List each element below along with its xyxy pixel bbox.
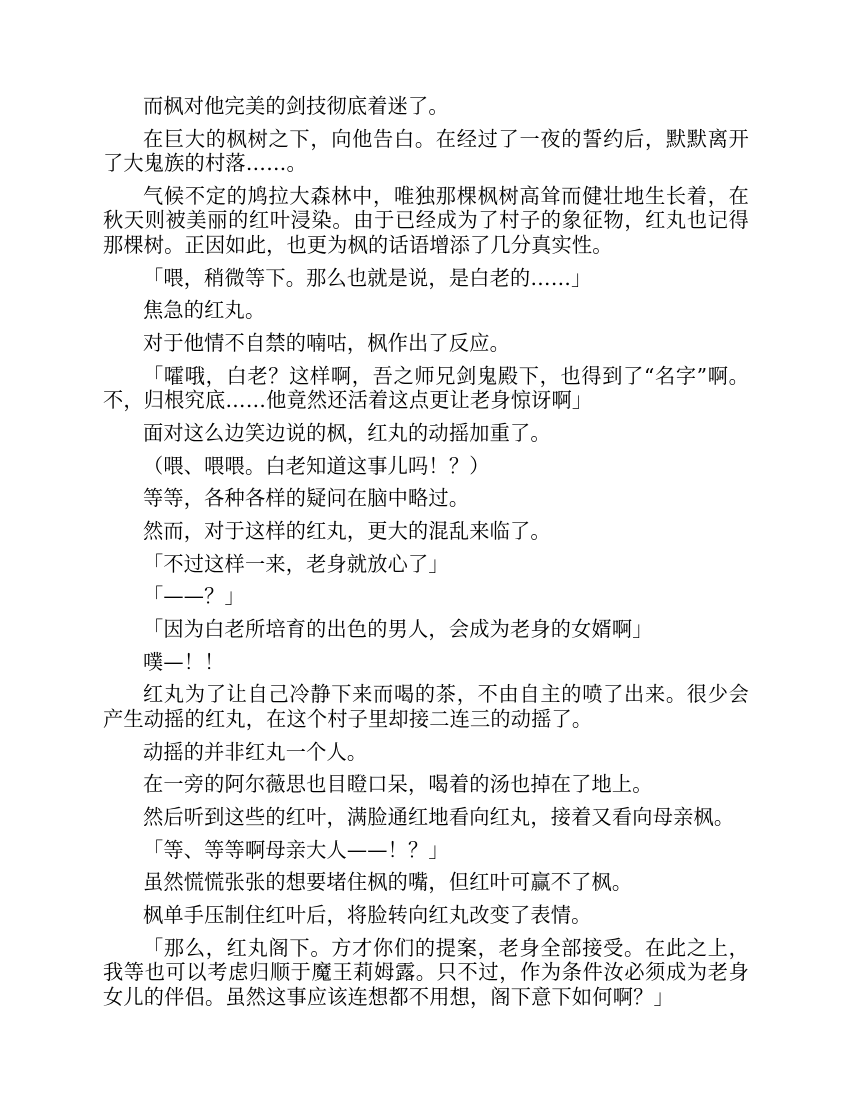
- paragraph: 面对这么边笑边说的枫，红丸的动摇加重了。: [143, 420, 551, 445]
- dialogue-line: 「不过这样一来，老身就放心了」: [143, 551, 449, 576]
- dialogue-line: 「那么，红丸阁下。方才你们的提案，老身全部接受。在此之上，我等也可以考虑归顺于魔王莉姆露。只不过，作为条件汝必须成为老身女儿的伴侣。虽然这事应该连想都不用想，阁下意下如何啊？」: [103, 935, 749, 1009]
- paragraph: 枫单手压制住红叶后，将脸转向红丸改变了表情。: [143, 902, 592, 927]
- paragraph: 然后听到这些的红叶，满脸通红地看向红丸，接着又看向母亲枫。: [143, 804, 735, 829]
- paragraph: 动摇的并非红丸一个人。: [143, 739, 368, 764]
- inner-thought-line: （喂、喂喂。白老知道这事儿吗！？）: [143, 453, 490, 478]
- paragraph: 红丸为了让自己冷静下来而喝的茶，不由自主的喷了出来。很少会产生动摇的红丸，在这个村子里却接二连三的动摇了。: [103, 682, 749, 731]
- dialogue-line: 「等、等等啊母亲大人——！？」: [143, 837, 449, 862]
- document-body: [103, 94, 749, 1017]
- dialogue-line: 「喂，稍微等下。那么也就是说，是白老的……」: [143, 265, 592, 290]
- paragraph: 虽然慌慌张张的想要堵住枫的嘴，但红叶可赢不了枫。: [143, 870, 633, 895]
- dialogue-line: 「嚯哦，白老？这样啊，吾之师兄剑鬼殿下，也得到了“名字”啊。不，归根究底……他竟然还活着这点更让老身惊讶啊」: [103, 363, 749, 413]
- dialogue-line: 「——？」: [143, 584, 245, 609]
- paragraph: 而枫对他完美的剑技彻底着迷了。: [143, 94, 449, 118]
- paragraph: 在一旁的阿尔薇思也目瞪口呆，喝着的汤也掉在了地上。: [143, 772, 653, 797]
- paragraph: 气候不定的鸠拉大森林中，唯独那棵枫树高耸而健壮地生长着，在秋天则被美丽的红叶浸染。由于已经成为了村子的象征物，红丸也记得那棵树。正因如此，也更为枫的话语增添了几分真实性。: [103, 183, 749, 257]
- paragraph: 在巨大的枫树之下，向他告白。在经过了一夜的誓约后，默默离开了大鬼族的村落……。: [103, 126, 749, 176]
- paragraph: 对于他情不自禁的喃咕，枫作出了反应。: [143, 330, 510, 355]
- dialogue-line: 「因为白老所培育的出色的男人，会成为老身的女婿啊」: [143, 616, 653, 641]
- sound-effect-line: 噗—！！: [143, 649, 225, 674]
- paragraph: 焦急的红丸。: [143, 298, 266, 323]
- paragraph: 然而，对于这样的红丸，更大的混乱来临了。: [143, 518, 551, 543]
- paragraph: 等等，各种各样的疑问在脑中略过。: [143, 486, 470, 511]
